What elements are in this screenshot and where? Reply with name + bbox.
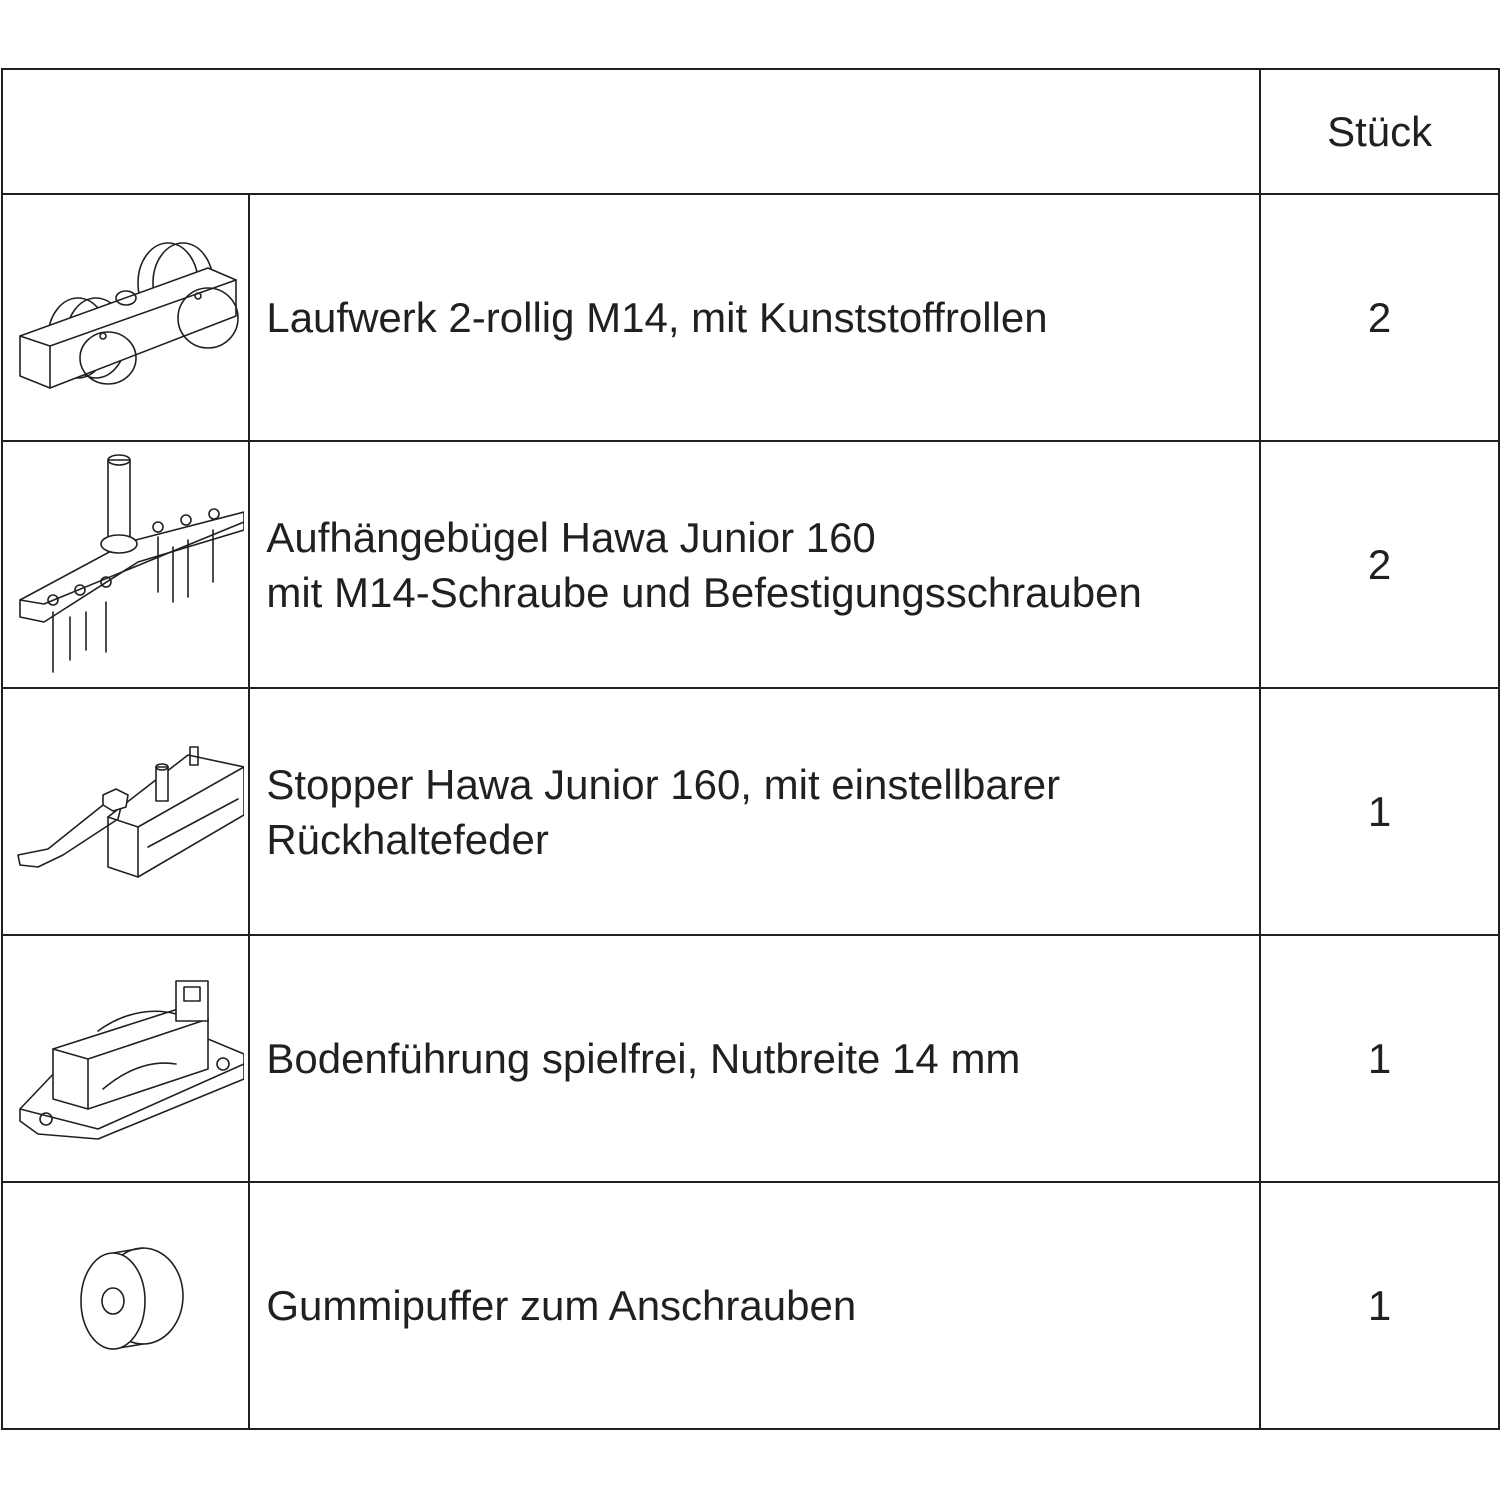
item-quantity-cell — [1260, 194, 1499, 441]
item-description-cell — [249, 194, 1260, 441]
stopper-icon — [8, 737, 244, 887]
item-image-cell — [2, 441, 249, 688]
roller-carriage-icon — [8, 228, 244, 408]
item-description: Gummipuffer zum Anschrauben — [266, 1282, 857, 1329]
suspension-bracket-icon — [8, 452, 244, 677]
item-quantity: 1 — [1367, 1281, 1392, 1329]
table-row — [2, 194, 1499, 441]
item-image-cell — [2, 194, 249, 441]
item-image-cell — [2, 935, 249, 1182]
table-header-row — [2, 69, 1499, 194]
quantity-header-label: Stück — [1327, 107, 1433, 155]
table-row — [2, 441, 1499, 688]
item-quantity: 1 — [1367, 787, 1392, 835]
item-description: Bodenführung spielfrei, Nutbreite 14 mm — [266, 1035, 1021, 1082]
table-row — [2, 935, 1499, 1182]
item-description-cell — [249, 688, 1260, 935]
item-description: Laufwerk 2-rollig M14, mit Kunststoffrollen — [266, 294, 1048, 341]
item-description-line-2: mit M14-Schraube und Befestigungsschrauben — [266, 568, 1142, 616]
item-quantity: 2 — [1367, 293, 1392, 341]
item-description-line-1: Stopper Hawa Junior 160, mit einstellbarer — [266, 760, 1061, 808]
item-quantity-cell — [1260, 1182, 1499, 1429]
rubber-buffer-icon — [8, 1241, 244, 1371]
item-description-cell — [249, 441, 1260, 688]
header-empty-cell — [2, 69, 1260, 194]
item-description-cell — [249, 935, 1260, 1182]
item-quantity: 2 — [1367, 540, 1392, 588]
item-image-cell — [2, 1182, 249, 1429]
item-quantity: 1 — [1367, 1034, 1392, 1082]
header-quantity-cell — [1260, 69, 1499, 194]
table-row — [2, 1182, 1499, 1429]
parts-table — [1, 68, 1500, 1430]
item-description-line-1: Aufhängebügel Hawa Junior 160 — [266, 513, 876, 561]
floor-guide-icon — [8, 969, 244, 1149]
item-quantity-cell — [1260, 935, 1499, 1182]
item-description-cell — [249, 1182, 1260, 1429]
table-row — [2, 688, 1499, 935]
item-quantity-cell — [1260, 441, 1499, 688]
item-quantity-cell — [1260, 688, 1499, 935]
item-image-cell — [2, 688, 249, 935]
item-description-line-2: Rückhaltefeder — [266, 815, 549, 863]
